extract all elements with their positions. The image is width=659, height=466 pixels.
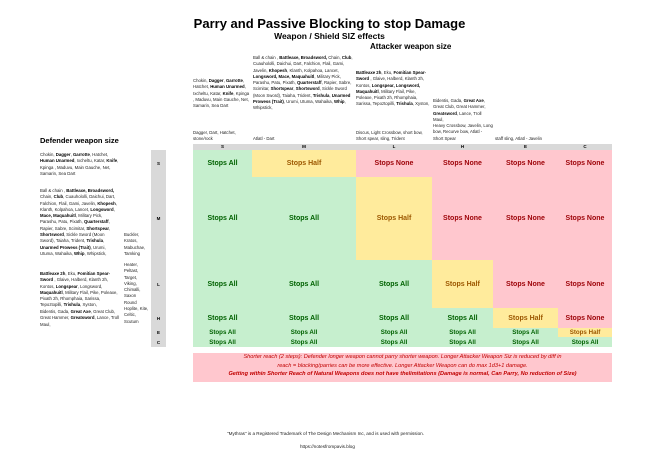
matrix-cell: Stops Half [356, 177, 432, 260]
defender-size-header-c: C [151, 337, 166, 347]
attacker-ranged-e: staff sling, Atlatl - Javelin [495, 136, 542, 141]
matrix-cell: Stops None [432, 150, 493, 177]
matrix-cell: Stops None [432, 177, 493, 260]
trademark-notice: "Mythras" is a Registered Trademark of The Design Mechanism Inc, and is used with permission. [227, 431, 424, 436]
matrix-cell: Stops All [252, 260, 356, 308]
matrix-cell: Stops None [558, 260, 612, 308]
defender-weapons-l: Battleaxe 2h, Eku, Fomitian Spear-Sword , Glaive, Halberd, Klanth 2h, Kontos, Longspear, Longsword, Maquahuitl, Military Flail, Pike, Poleaxe, Pixath 2h, Rhomphaia, Sarissa, Tepoztopilli, Trishula, Xyston, [40, 271, 118, 308]
matrix-cell: Stops All [432, 337, 493, 347]
matrix-cell: Stops All [432, 308, 493, 328]
attacker-ranged-l: Discus, Light Crossbow, short bow, Short spear, sling, Trident [356, 130, 423, 142]
defender-size-header-m: M [151, 177, 166, 260]
matrix-cell: Stops All [193, 308, 252, 328]
matrix-cell: Stops Half [252, 150, 356, 177]
defender-weapons-h: Bidentis, Gada, Great Axe, Great Club, Great Hammer, Greatsword, Lance, Troll Maul, [40, 309, 120, 327]
defender-size-header-h: H [151, 308, 166, 328]
reach-note-line-2: reach = blocking/parries can be more effective. Longer Attacker Weapon can do max 1d3+1 damage. [277, 362, 528, 369]
blog-url[interactable]: https://notesfrompavis.blog [300, 444, 355, 449]
matrix-cell: Stops All [252, 308, 356, 328]
attacker-weapons-h: Bidentis, Gada, Great Axe, Great Club, Great Hammer, Greatsword, Lance, Troll Maul, [433, 98, 486, 122]
attacker-ranged-h: Heavy Crossbow, Javelin, Long bow, Recurve bow, Atlatl - Short Spear [433, 123, 493, 141]
matrix-cell: Stops All [432, 328, 493, 337]
attacker-ranged-s: Dagger, Dart, Hatchet, stone/rock [193, 130, 236, 142]
matrix-cell: Stops All [193, 337, 252, 347]
page-subtitle: Weapon / Shield SIZ effects [274, 31, 385, 41]
matrix-cell: Stops All [193, 260, 252, 308]
reach-note [193, 353, 612, 382]
defender-size-header-s: S [151, 150, 166, 177]
attacker-size-header-c: C [558, 144, 612, 150]
matrix-cell: Stops None [493, 177, 558, 260]
matrix-cell: Stops All [252, 328, 356, 337]
defender-size-header-l: L [151, 260, 166, 308]
matrix-cell: Stops All [493, 337, 558, 347]
matrix-cell: Stops All [252, 337, 356, 347]
matrix-cell: Stops None [493, 150, 558, 177]
attacker-size-header-e: E [493, 144, 558, 150]
matrix-cell: Stops All [493, 328, 558, 337]
matrix-cell: Stops None [558, 177, 612, 260]
matrix-cell: Stops Half [432, 260, 493, 308]
reach-note-line-1: Shorter reach (2 steps): Defender longer weapon cannot parry shorter weapon. Longer Attacker Weapon Siz is reduced by diff in [243, 354, 562, 360]
matrix-cell: Stops Half [493, 308, 558, 328]
attacker-weapons-m: Ball & chain , Battleaxe, Broadsword, Chain, Club, Cuauhololli, Daichui, Dart, Falchion, Flail, Gami, Javelin, Khopesh, Klanth, Kolpahoa, Lancet, Longsword, Mace, Maquahuitl, Military Pick, Parashu, Patu, Pixath, Quarterstaff, Rapier, Sabre, Scimitar, Shortspear, Shortsword, Sickle Sword (Moon Sword), Taiaha, Trident, Trishula, Unarmed Prowess (Trait), Urumi, Utuma, Wahaika, Whip, Whipstick, [253, 55, 353, 111]
matrix-cell: Stops None [558, 150, 612, 177]
attacker-weapons-l: Battleaxe 2h, Eku, Fomitian Spear-Sword , Glaive, Halberd, Klanth 2h, Kontos, Longspear, Longsword, Maquahuitl, Military Flail, Pike, Poleaxe, Pixath 2h, Rhomphaia, Sarissa, Tepoztopilli, Trishula, Xyston, [356, 70, 430, 107]
attacker-size-header-l: L [356, 144, 432, 150]
attacker-size-header-s: S [193, 144, 252, 150]
matrix-cell: Stops All [558, 337, 612, 347]
page-title: Parry and Passive Blocking to stop Damage [193, 16, 466, 31]
matrix-cell: Stops None [356, 150, 432, 177]
attacker-size-label: Attacker weapon size [370, 42, 452, 51]
matrix-cell: Stops None [493, 260, 558, 308]
defender-size-label: Defender weapon size [40, 136, 119, 145]
matrix-cell: Stops All [252, 177, 356, 260]
matrix-cell: Stops Half [558, 328, 612, 337]
attacker-size-header-m: M [252, 144, 356, 150]
matrix-cell: Stops All [356, 328, 432, 337]
attacker-size-header-h: H [432, 144, 493, 150]
defender-shields-h: Hoplite, Kite, Celtic, Scutum [124, 306, 149, 324]
defender-shields-m: Buckler, Kratos, Mabuchae, Tamking [124, 232, 146, 256]
matrix-cell: Stops All [356, 337, 432, 347]
attacker-ranged-m: Atlatl - Dart [253, 136, 275, 141]
defender-size-header-e: E [151, 328, 166, 337]
matrix-cell: Stops All [193, 177, 252, 260]
defender-shields-l: Heater, Peltast, Target, Viking, Chimalli, Saxon Round [124, 262, 141, 305]
reach-note-line-3: Getting within Shorter Reach of Natural Weapons does not have thelimitations (Damage is normal, Can Parry, No reduction of Size) [228, 371, 577, 377]
defender-weapons-s: Chokin, Dagger, Garrotte, Hatchet, Human Unarmed, Ixcheltu, Katar, Knife, Kpinga , Maduvu, Main Gauche, Net, Samarin, Sea Dart [40, 152, 119, 176]
defender-weapons-m: Ball & chain , Battleaxe, Broadsword, Chain, Club, Cuauhololli, Daichui, Dart, Falchion, Flail, Gami, Javelin, Khopesh, Klanth, Kolpahoa, Lancet, Longsword, Mace, Maquahuitl, Military Pick, Parashu, Patu, Pixath, Quarterstaff, Rapier, Sabre, Scimitar, Shortspear, Shortsword, Sickle Sword (Moon Sword), Taiaha, Trident, Trishula, Unarmed Prowess (Trait), Urumi, Utuma, Wahaika, Whip, Whipstick, [40, 188, 117, 256]
matrix-cell: Stops All [356, 260, 432, 308]
attacker-weapons-s: Chokin, Dagger, Garrotte, Hatchet, Human Unarmed, Ixcheltu, Katar, Knife, Kpinga , Maduvu, Main Gauche, Net, Samarin, Sea Dart [193, 78, 250, 109]
matrix-cell: Stops None [558, 308, 612, 328]
matrix-cell: Stops All [193, 150, 252, 177]
matrix-cell: Stops All [193, 328, 252, 337]
matrix-cell: Stops All [356, 308, 432, 328]
